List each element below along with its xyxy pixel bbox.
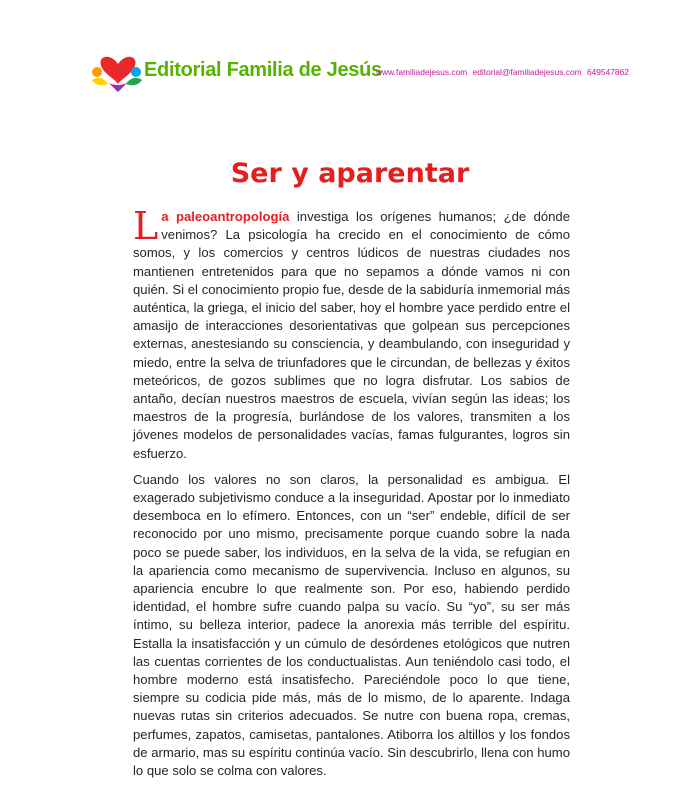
contact-info — [376, 67, 632, 77]
page-header — [88, 42, 628, 94]
website-link[interactable]: www.familiadejesus.com — [376, 67, 468, 77]
article-body — [133, 204, 570, 788]
email-link[interactable]: editorial@familiadejesus.com — [472, 67, 582, 77]
heart-family-icon — [88, 42, 146, 94]
article-title: Ser y aparentar — [230, 158, 470, 190]
drop-cap: L — [133, 204, 159, 248]
brand-name: Editorial Familia de Jesús — [144, 59, 382, 81]
paragraph-1 — [133, 204, 570, 463]
paragraph-1-text: investiga los orígenes humanos; ¿de dónde venimos? La psicología ha crecido en el conocimiento de cómo somos, y los comercios y centros lúdicos de nuestras ciudades nos mantienen entretenidos para que no sepamos a dónde vamos ni con quién. Si el conocimiento propio fue, desde de la sabiduría inmemorial más auténtica, la griega, el inicio del saber, hoy el hombre yace perdido entre el amasijo de interacciones desorientativas que golpean sus percepciones externas, anestesiando su consciencia, y deambulando, con inseguridad y miedo, entre la selva de triunfadores que le circundan, de bellezas y éxitos meteóricos, de gozos sublimes que no logra disfrutar. Los sabios de antaño, decían nuestros maestros de escuela, vivían según las ideas; los maestros de la progresía, burlándose de los valores, transmiten a los jóvenes modelos de personalidades vacías, famas fulgurantes, logros sin esfuerzo. — [133, 209, 570, 461]
phone-number: 649547862 — [586, 67, 629, 77]
lead-phrase: a paleoantropología — [161, 209, 290, 224]
paragraph-2: Cuando los valores no son claros, la personalidad es ambigua. El exagerado subjetivismo conduce a la inseguridad. Apostar por lo inmediato desemboca en lo efímero. Entonces, con un “ser” endeble, difícil de ser reconocido por uno mismo, precisamente porque cuando sobre la nada poco se puede saber, los individuos, en la selva de la vida, se refugian en la apariencia como mecanismo de supervivencia. Incluso en algunos, su apariencia encubre lo que realmente son. Por eso, habiendo perdido identidad, el hombre sufre cuando palpa su vacío. Su “yo”, su ser más íntimo, su belleza interior, padece la anorexia más terrible del espíritu. Estalla la insatisfacción y un cúmulo de desórdenes etológicos que nutren las cuentas corrientes de los conductualistas. Aun teniéndolo casi todo, el hombre moderno está insatisfecho. Pareciéndole poco lo que tiene, siempre su codicia pide más, más de lo mismo, de lo aparente. Indaga nuevas rutas sin criterios adecuados. Se nutre con buena ropa, cremas, perfumes, zapatos, camisetas, pantalones. Atiborra los altillos y los fondos de armario, mas su espíritu continúa vacío. Sin descubrirlo, llena con humo lo que solo se colma con valores. — [133, 471, 570, 779]
